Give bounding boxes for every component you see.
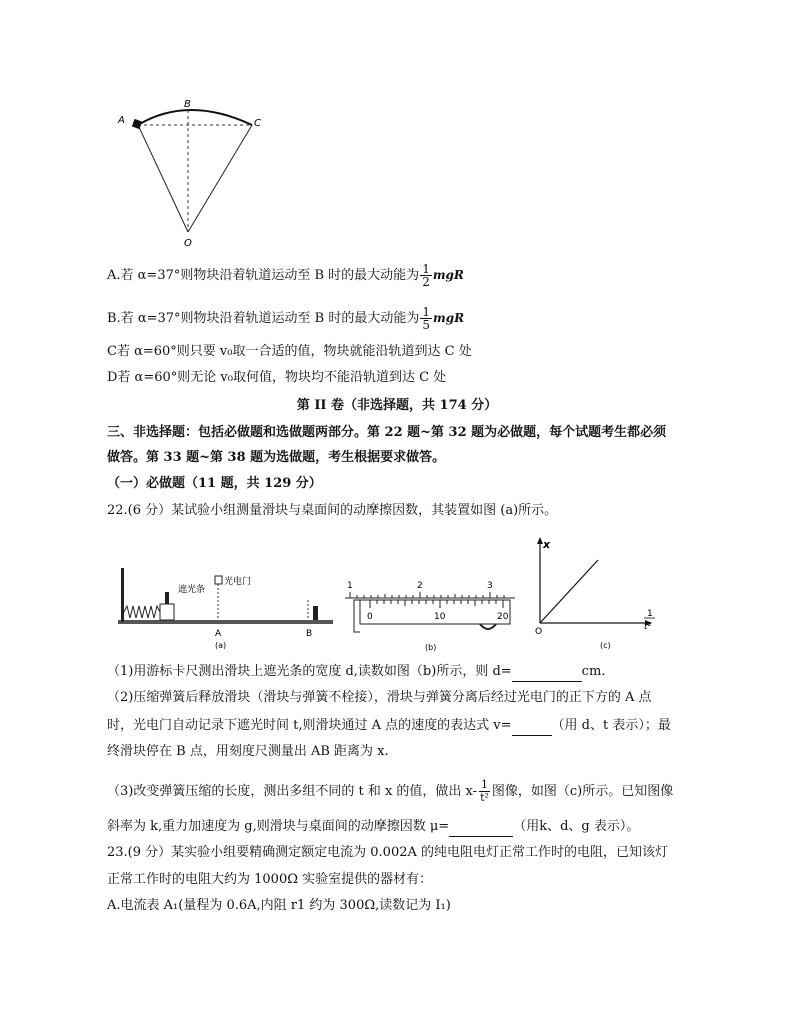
slider-block: [160, 604, 174, 620]
x-vs-inverse-t-squared-fraction: $\frac{1}{\text{t²}}$: [480, 778, 489, 804]
answer-blank-mu[interactable]: [449, 818, 513, 837]
x-axis-label-den: t²: [644, 622, 652, 632]
part2-title: 第 II 卷（非选择题，共 174 分）: [296, 398, 498, 413]
label-shading-strip: 遮光条: [178, 585, 206, 595]
wall: [121, 568, 124, 622]
vernier-label-0: 0: [367, 612, 373, 622]
main-scale-label-2: 2: [417, 581, 423, 591]
graph-figure-c: [530, 535, 665, 650]
block-at-B: [313, 606, 318, 620]
label-B: B: [184, 99, 191, 110]
vernier-label-20: 20: [497, 612, 509, 622]
spring: [124, 606, 160, 618]
radius-line-OC: [188, 125, 252, 232]
answer-blank-d[interactable]: [512, 663, 582, 682]
option-A-text: A.若 α=37°则物块沿着轨道运动至 B 时的最大动能为: [107, 268, 420, 283]
label-A: A: [118, 115, 125, 126]
q22-part2-line2: 时，光电门自动记录下遮光时间 t,则滑块通过 A 点的速度的表达式 v= （用 d、t 表示）；最: [107, 717, 671, 736]
q22-part2-line1: （2)压缩弹簧后释放滑块（滑块与弹簧不栓接），滑块与弹簧分离后经过光电门的正下方的 A 点: [107, 690, 652, 705]
option-A-fraction: $\frac{1}{2}$: [422, 262, 430, 289]
section3-line1: 三、非选择题：包括必做题和选做题两部分。第 22 题~第 32 题为必做题，每个试题考生都必须: [107, 425, 667, 440]
graph-line: [540, 560, 598, 623]
apparatus-figure-a: [118, 550, 333, 650]
x-axis-label-num: 1: [647, 609, 653, 619]
q23-line3: A.电流表 A₁(量程为 0.6A,内阻 r1 约为 300Ω,读数记为 I₁): [107, 898, 451, 913]
answer-blank-v[interactable]: [512, 717, 552, 736]
option-B-fraction: $\frac{1}{5}$: [422, 305, 430, 332]
main-scale-label-1: 1: [347, 581, 353, 591]
caption-b: (b): [425, 643, 437, 652]
arc-track: [138, 110, 252, 125]
option-B-text: B.若 α=37°则物块沿着轨道运动至 B 时的最大动能为: [107, 311, 420, 326]
q22-part1: （1)用游标卡尺测出滑块上遮光条的宽度 d,读数如图（b)所示，则 d= cm.: [107, 663, 605, 682]
photogate-icon: [215, 576, 222, 584]
label-C: C: [254, 118, 261, 129]
radius-line-OA: [138, 125, 188, 232]
q22-part3-line1: （3)改变弹簧压缩的长度，测出多组不同的 t 和 x 的值，做出 x- $\frac{1}{\text{t²}}$ 图像，如图（c)所示。已知图像: [107, 778, 674, 804]
option-A: [107, 263, 464, 288]
block-at-A: [132, 119, 142, 129]
vernier-caliper-figure-b: [340, 572, 520, 652]
q23-line2: 正常工作时的电阻大约为 1000Ω 实验室提供的器材有：: [107, 872, 433, 887]
option-D: D若 α=60°则无论 v₀取何值，物块均不能沿轨道到达 C 处: [107, 370, 447, 385]
table-surface: [118, 620, 333, 624]
main-scale-ticks: [350, 592, 504, 598]
vernier-label-10: 10: [434, 612, 446, 622]
caption-c: (c): [600, 641, 611, 650]
label-B-fig-a: B: [306, 629, 313, 639]
y-axis-label: x: [543, 538, 551, 551]
label-A-fig-a: A: [215, 629, 222, 639]
option-B: [107, 306, 464, 331]
q22-part3-line2: 斜率为 k,重力加速度为 g,则滑块与桌面间的动摩擦因数 μ= （用k、d、g 表示）。: [107, 818, 639, 837]
q23-line1: 23.(9 分）某实验小组要精确测定额定电流为 0.002A 的纯电阻电灯正常工作时的电阻，已知该灯: [107, 845, 669, 860]
label-photogate: 光电门: [224, 577, 252, 587]
shading-strip: [165, 592, 169, 604]
option-A-tail: mgR: [432, 268, 464, 282]
section3-line2: 做答。第 33 题~第 38 题为选做题，考生根据要求做答。: [107, 450, 446, 465]
origin-label: O: [535, 627, 543, 637]
label-O: O: [184, 238, 192, 249]
q22-intro: 22.(6 分）某试验小组测量滑块与桌面间的动摩擦因数，其装置如图 (a)所示。: [107, 503, 558, 518]
q22-part2-line3: 终滑块停在 B 点，用刻度尺测量出 AB 距离为 x.: [107, 744, 389, 759]
option-B-tail: mgR: [433, 311, 465, 325]
option-C: C若 α=60°则只要 v₀取一合适的值，物块就能沿轨道到达 C 处: [107, 344, 472, 359]
arc-track-figure: [110, 95, 280, 255]
thumb-screw: [480, 624, 496, 629]
subsection1: （一）必做题（11 题，共 129 分）: [107, 476, 322, 491]
caliper-jaw: [354, 600, 360, 632]
caption-a: (a): [215, 641, 227, 650]
main-scale-label-3: 3: [487, 581, 493, 591]
